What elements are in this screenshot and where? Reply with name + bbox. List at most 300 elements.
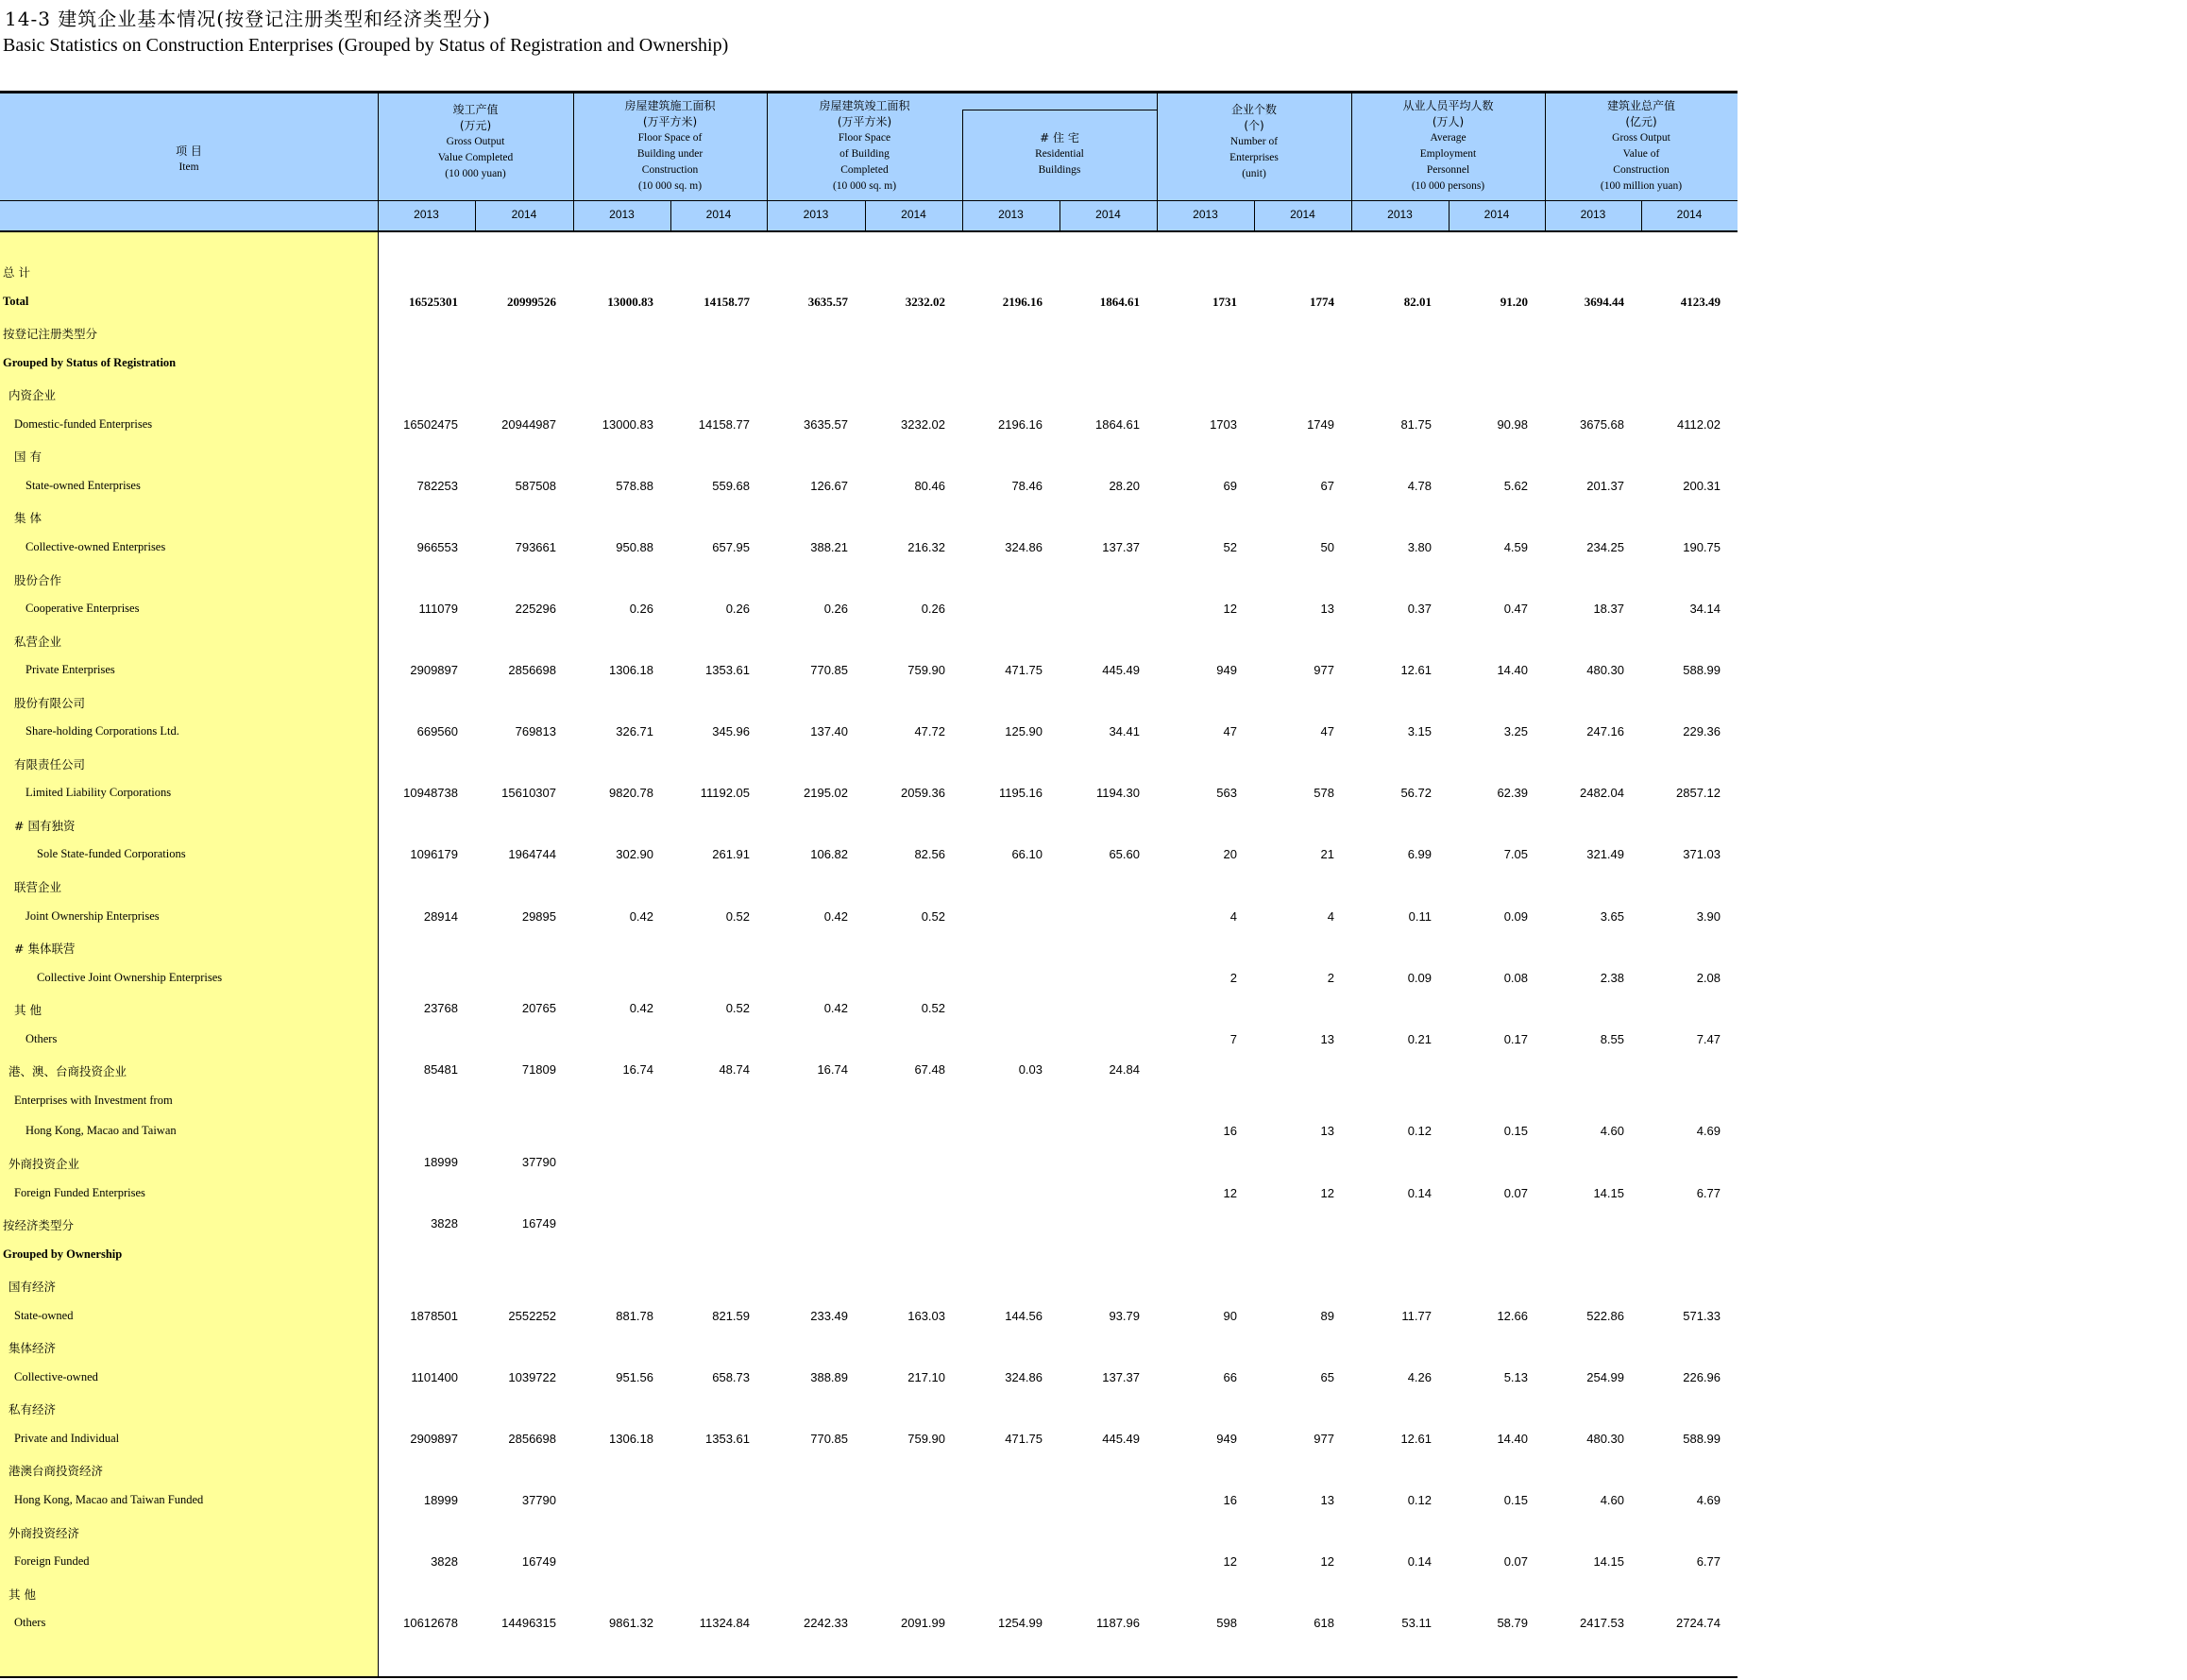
row-label: 港、澳、台商投资企业	[8, 1064, 127, 1079]
table-cell: 0.11	[1408, 908, 1432, 924]
header-vrule	[962, 110, 963, 232]
table-cell: 1306.18	[609, 1431, 653, 1446]
table-cell: 14.15	[1593, 1554, 1624, 1570]
table-cell: 90.98	[1497, 416, 1528, 432]
table-cell: 12	[1223, 1185, 1237, 1200]
header-vrule	[378, 93, 379, 231]
table-cell: 144.56	[1005, 1308, 1043, 1323]
table-cell: 0.08	[1503, 970, 1528, 985]
page-title-english: Basic Statistics on Construction Enterprises (Grouped by Status of Registration and Ownership)	[3, 35, 729, 56]
column-header-line: Personnel	[1426, 164, 1470, 176]
table-cell: 52	[1223, 539, 1237, 554]
year-header: 2014	[511, 208, 537, 221]
table-cell: 67	[1320, 478, 1334, 493]
table-row	[0, 325, 1738, 344]
table-cell: 2196.16	[1002, 294, 1043, 309]
table-row	[0, 1432, 1738, 1451]
table-row	[0, 295, 1738, 314]
row-label: Private and Individual	[14, 1431, 120, 1445]
year-header: 2014	[1483, 208, 1510, 221]
column-header-line: Residential	[1035, 148, 1084, 160]
table-cell: 587508	[515, 478, 556, 493]
table-cell: 3635.57	[807, 294, 848, 309]
table-row	[0, 1094, 1738, 1112]
table-cell: 90	[1223, 1308, 1237, 1323]
table-cell: 1353.61	[705, 1431, 750, 1446]
table-cell: 0.17	[1503, 1031, 1528, 1046]
table-row	[0, 1370, 1738, 1389]
table-cell: 977	[1314, 663, 1334, 678]
table-row	[0, 940, 1738, 959]
table-cell: 1353.61	[705, 663, 750, 678]
row-label: Grouped by Ownership	[3, 1247, 123, 1261]
table-cell: 0.52	[725, 1001, 750, 1016]
table-cell: 966553	[416, 539, 458, 554]
table-cell: 6.77	[1696, 1185, 1721, 1200]
column-header-line: Average	[1430, 132, 1466, 144]
table-cell: 598	[1216, 1616, 1237, 1631]
table-cell: 3.90	[1696, 908, 1721, 924]
row-label: 内资企业	[8, 388, 57, 403]
row-label: Foreign Funded	[14, 1554, 90, 1569]
table-cell: 559.68	[712, 478, 750, 493]
table-cell: 793661	[515, 539, 556, 554]
table-cell: 12.61	[1400, 1431, 1432, 1446]
table-row	[0, 1586, 1738, 1604]
table-cell: 85481	[423, 1062, 458, 1078]
table-cell: 2	[1229, 970, 1237, 985]
column-header-line: 企业个数	[1230, 103, 1277, 116]
table-row	[0, 1400, 1738, 1419]
table-cell: 949	[1216, 663, 1237, 678]
table-cell: 217.10	[907, 1369, 945, 1384]
table-cell: 47	[1320, 724, 1334, 739]
year-header: 2013	[803, 208, 829, 221]
table-cell: 12	[1223, 602, 1237, 617]
table-cell: 669560	[416, 724, 458, 739]
table-cell: 24.84	[1109, 1062, 1140, 1078]
table-cell: 81.75	[1400, 416, 1432, 432]
table-cell: 0.26	[725, 602, 750, 617]
table-cell: 89	[1320, 1308, 1334, 1323]
table-cell: 137.37	[1102, 1369, 1140, 1384]
table-cell: 326.71	[616, 724, 653, 739]
table-cell: 14158.77	[698, 416, 750, 432]
table-cell: 247.16	[1586, 724, 1624, 739]
year-header: 2013	[998, 208, 1024, 221]
table-cell: 225296	[515, 602, 556, 617]
column-header	[1545, 98, 1738, 195]
row-label: 国 有	[14, 450, 42, 465]
table-row	[0, 817, 1738, 836]
table-row	[0, 1524, 1738, 1543]
table-cell: 50	[1320, 539, 1334, 554]
table-cell: 18999	[423, 1154, 458, 1169]
row-label: Grouped by Status of Registration	[3, 355, 177, 369]
table-cell: 16	[1223, 1124, 1237, 1139]
table-cell: 0.07	[1503, 1554, 1528, 1570]
table-row	[0, 386, 1738, 405]
table-cell: 324.86	[1005, 1369, 1043, 1384]
column-header-line: Building under	[636, 148, 704, 160]
table-cell: 1964744	[508, 847, 556, 862]
table-cell: 10612678	[403, 1616, 458, 1631]
table-cell: 93.79	[1109, 1308, 1140, 1323]
table-cell: 1703	[1210, 416, 1237, 432]
table-cell: 37790	[521, 1154, 556, 1169]
column-header-line: 竣工产值	[452, 103, 499, 116]
table-cell: 480.30	[1586, 663, 1624, 678]
table-cell: 15610307	[501, 786, 556, 801]
table-cell: 759.90	[907, 663, 945, 678]
table-cell: 67.48	[914, 1062, 945, 1078]
table-cell: 950.88	[616, 539, 653, 554]
row-label: State-owned Enterprises	[25, 478, 141, 492]
table-cell: 2242.33	[804, 1616, 848, 1631]
table-cell: 578.88	[616, 478, 653, 493]
table-cell: 82.01	[1403, 294, 1432, 309]
column-header-line: Construction	[641, 164, 699, 176]
column-header-line: Number of	[1229, 136, 1279, 147]
table-cell: 388.89	[810, 1369, 848, 1384]
table-cell: 234.25	[1586, 539, 1624, 554]
table-row	[0, 1247, 1738, 1266]
column-header-line: (10 000 persons)	[1411, 180, 1485, 192]
table-row	[0, 1462, 1738, 1481]
year-header: 2013	[1580, 208, 1606, 221]
row-label: Hong Kong, Macao and Taiwan Funded	[14, 1493, 204, 1506]
table-cell: 0.42	[823, 908, 848, 924]
table-cell: 65.60	[1109, 847, 1140, 862]
table-cell: 71809	[521, 1062, 556, 1078]
header-vrule	[1254, 200, 1255, 231]
table-cell: 34.14	[1689, 602, 1721, 617]
column-header-line: Floor Space	[838, 132, 891, 144]
table-cell: 0.26	[823, 602, 848, 617]
row-label: 联营企业	[14, 880, 62, 894]
row-label: State-owned	[14, 1308, 74, 1322]
row-label: 外商投资经济	[8, 1525, 80, 1540]
table-cell: 2196.16	[998, 416, 1043, 432]
column-header-line: Gross Output	[1612, 132, 1670, 144]
table-cell: 571.33	[1683, 1308, 1721, 1323]
table-cell: 261.91	[712, 847, 750, 862]
table-cell: 949	[1216, 1431, 1237, 1446]
row-label: Share-holding Corporations Ltd.	[25, 724, 179, 738]
table-cell: 1195.16	[998, 786, 1043, 801]
header-vrule	[767, 93, 768, 231]
table-cell: 782253	[416, 478, 458, 493]
table-cell: 4	[1327, 908, 1334, 924]
table-cell: 0.15	[1503, 1124, 1528, 1139]
table-row	[0, 786, 1738, 805]
table-cell: 13	[1320, 1124, 1334, 1139]
row-label: Total	[3, 294, 29, 308]
table-cell: 563	[1216, 786, 1237, 801]
row-label: Cooperative Enterprises	[25, 602, 140, 616]
table-cell: 3232.02	[901, 416, 945, 432]
table-cell: 56.72	[1400, 786, 1432, 801]
table-cell: 29895	[521, 908, 556, 924]
table-cell: 9820.78	[609, 786, 653, 801]
table-cell: 16502475	[403, 416, 458, 432]
table-row	[0, 448, 1738, 467]
table-cell: 2552252	[508, 1308, 556, 1323]
table-row	[0, 1216, 1738, 1235]
table-cell: 302.90	[616, 847, 653, 862]
table-row	[0, 633, 1738, 652]
year-header: 2013	[1387, 208, 1413, 221]
year-header: 2014	[1095, 208, 1121, 221]
table-cell: 62.39	[1497, 786, 1528, 801]
table-cell: 5.13	[1503, 1369, 1528, 1384]
row-label: Others	[14, 1616, 46, 1630]
table-cell: 200.31	[1683, 478, 1721, 493]
table-row	[0, 878, 1738, 897]
table-cell: 4123.49	[1680, 294, 1721, 309]
table-cell: 1194.30	[1095, 786, 1140, 801]
table-cell: 4.60	[1600, 1124, 1624, 1139]
column-header-line: Gross Output	[446, 136, 505, 147]
table-cell: 0.21	[1407, 1031, 1432, 1046]
column-header-line: Value of	[1622, 148, 1660, 160]
column-header-line: 从业人员平均人数	[1402, 99, 1494, 112]
column-header-line: Completed	[840, 164, 889, 176]
table-cell: 1864.61	[1099, 294, 1140, 309]
table-cell: 3.15	[1407, 724, 1432, 739]
table-cell: 7.47	[1696, 1031, 1721, 1046]
table-row	[0, 724, 1738, 743]
table-cell: 16.74	[817, 1062, 848, 1078]
table-cell: 216.32	[907, 539, 945, 554]
column-header-line: (万元)	[459, 119, 492, 132]
header-top-rule	[0, 91, 1738, 93]
table-cell: 229.36	[1683, 724, 1721, 739]
table-cell: 0.03	[1018, 1062, 1043, 1078]
table-cell: 977	[1314, 1431, 1334, 1446]
table-cell: 951.56	[616, 1369, 653, 1384]
table-cell: 657.95	[712, 539, 750, 554]
table-cell: 2059.36	[901, 786, 945, 801]
table-cell: 3.80	[1407, 539, 1432, 554]
column-header-line: Floor Space of	[637, 132, 703, 144]
header-vrule	[1157, 93, 1158, 231]
table-row	[0, 1186, 1738, 1205]
column-header-line: (个)	[1244, 119, 1264, 132]
year-header: 2013	[609, 208, 635, 221]
table-cell: 0.52	[921, 1001, 945, 1016]
table-cell: 2417.53	[1580, 1616, 1624, 1631]
table-header	[0, 91, 1738, 232]
table-cell: 14.40	[1497, 663, 1528, 678]
table-cell: 65	[1320, 1369, 1334, 1384]
table-cell: 233.49	[810, 1308, 848, 1323]
table-cell: 2091.99	[901, 1616, 945, 1631]
row-label: 股份合作	[14, 572, 62, 587]
table-cell: 1864.61	[1095, 416, 1140, 432]
table-cell: 759.90	[907, 1431, 945, 1446]
table-cell: 4112.02	[1676, 416, 1721, 432]
row-label: 私营企业	[14, 634, 62, 649]
table-cell: 1254.99	[998, 1616, 1043, 1631]
table-cell: 12	[1320, 1185, 1334, 1200]
table-row	[0, 571, 1738, 590]
table-cell: 7	[1229, 1031, 1237, 1046]
table-cell: 445.49	[1102, 663, 1140, 678]
row-label: Domestic-funded Enterprises	[14, 416, 153, 431]
table-cell: 2	[1327, 970, 1334, 985]
table-cell: 4.78	[1407, 478, 1432, 493]
table-row	[0, 1339, 1738, 1358]
table-cell: 13	[1320, 1493, 1334, 1507]
table-cell: 16749	[521, 1216, 556, 1231]
table-cell: 588.99	[1683, 663, 1721, 678]
table-cell: 1749	[1307, 416, 1334, 432]
table-cell: 3828	[431, 1216, 458, 1231]
table-cell: 2724.74	[1676, 1616, 1721, 1631]
column-header-line: Value Completed	[437, 152, 514, 163]
table-cell: 0.37	[1407, 602, 1432, 617]
table-cell: 3232.02	[905, 294, 945, 309]
table-cell: 47.72	[914, 724, 945, 739]
table-cell: 2909897	[410, 1431, 458, 1446]
table-cell: 16	[1223, 1493, 1237, 1507]
column-header-line: (万平方米)	[837, 115, 892, 128]
table-cell: 0.14	[1407, 1554, 1432, 1570]
column-header-line: (亿元)	[1625, 115, 1657, 128]
column-header-line: (10 000 sq. m)	[832, 180, 897, 192]
table-row	[0, 263, 1738, 282]
table-row	[0, 1309, 1738, 1328]
column-header-line: Construction	[1613, 164, 1670, 176]
row-label: # 集体联营	[14, 942, 76, 957]
table-cell: 3675.68	[1580, 416, 1624, 432]
table-cell: 80.46	[914, 478, 945, 493]
row-label: Foreign Funded Enterprises	[14, 1185, 145, 1199]
table-body	[0, 232, 1738, 1676]
row-label: 有限责任公司	[14, 756, 86, 772]
column-header-line: 房屋建筑施工面积	[624, 99, 716, 112]
table-row	[0, 479, 1738, 498]
table-cell: 658.73	[712, 1369, 750, 1384]
table-cell: 0.26	[629, 602, 653, 617]
table-cell: 12.61	[1400, 663, 1432, 678]
table-cell: 21	[1320, 847, 1334, 862]
row-label: 私有经济	[8, 1402, 57, 1417]
table-row	[0, 1124, 1738, 1143]
row-label: 按登记注册类型分	[3, 327, 98, 342]
table-cell: 78.46	[1011, 478, 1043, 493]
row-label: # 国有独资	[14, 818, 76, 833]
table-cell: 471.75	[1005, 663, 1043, 678]
table-cell: 0.14	[1407, 1185, 1432, 1200]
table-cell: 137.40	[810, 724, 848, 739]
table-cell: 13	[1320, 602, 1334, 617]
table-cell: 82.56	[914, 847, 945, 862]
column-header	[962, 130, 1157, 178]
header-vrule	[475, 200, 476, 231]
table-row	[0, 1554, 1738, 1573]
header-vrule	[1351, 93, 1352, 231]
table-cell: 126.67	[810, 478, 848, 493]
row-label: 集体经济	[8, 1341, 57, 1356]
table-cell: 106.82	[810, 847, 848, 862]
table-cell: 163.03	[907, 1308, 945, 1323]
row-label: Collective-owned	[14, 1369, 98, 1383]
table-cell: 13	[1320, 1031, 1334, 1046]
table-cell: 111079	[418, 602, 458, 617]
table-row	[0, 1032, 1738, 1051]
table-cell: 201.37	[1586, 478, 1624, 493]
column-header	[573, 98, 767, 195]
table-cell: 137.37	[1102, 539, 1140, 554]
table-cell: 37790	[521, 1493, 556, 1507]
year-header: 2014	[901, 208, 926, 221]
year-header: 2013	[1193, 208, 1218, 221]
column-header-line: (100 million yuan)	[1600, 180, 1683, 192]
row-label: Limited Liability Corporations	[25, 786, 172, 800]
column-header-line: (unit)	[1242, 168, 1266, 179]
table-cell: 0.15	[1503, 1493, 1528, 1507]
column-header-line: (万平方米)	[642, 115, 698, 128]
row-label: 总 计	[3, 265, 30, 280]
table-cell: 3635.57	[804, 416, 848, 432]
table-cell: 2.08	[1696, 970, 1721, 985]
year-header: 2013	[414, 208, 439, 221]
table-cell: 18.37	[1593, 602, 1624, 617]
table-row	[0, 694, 1738, 713]
table-cell: 445.49	[1102, 1431, 1140, 1446]
year-header: 2014	[1290, 208, 1315, 221]
table-cell: 0.52	[921, 908, 945, 924]
table-cell: 3694.44	[1584, 294, 1624, 309]
table-cell: 23768	[423, 1001, 458, 1016]
table-cell: 1039722	[508, 1369, 556, 1384]
table-cell: 770.85	[810, 1431, 848, 1446]
table-cell: 588.99	[1683, 1431, 1721, 1446]
table-row	[0, 602, 1738, 620]
table-cell: 254.99	[1586, 1369, 1624, 1384]
table-cell: 8.55	[1600, 1031, 1624, 1046]
table-cell: 2856698	[508, 663, 556, 678]
table-cell: 471.75	[1005, 1431, 1043, 1446]
table-cell: 2195.02	[804, 786, 848, 801]
table-cell: 4.60	[1600, 1493, 1624, 1507]
row-label: Enterprises with Investment from	[14, 1093, 173, 1107]
table-row	[0, 1155, 1738, 1174]
table-cell: 2857.12	[1676, 786, 1721, 801]
table-cell: 16.74	[622, 1062, 653, 1078]
table-cell: 4.69	[1696, 1124, 1721, 1139]
table-cell: 0.12	[1407, 1493, 1432, 1507]
row-label: 其 他	[8, 1587, 36, 1602]
row-label: 外商投资企业	[8, 1156, 80, 1171]
table-cell: 66.10	[1011, 847, 1043, 862]
row-label: Others	[25, 1031, 58, 1045]
column-header-line: 建筑业总产值	[1606, 99, 1675, 112]
table-row	[0, 356, 1738, 375]
row-label: Sole State-funded Corporations	[37, 847, 186, 861]
table-row	[0, 1001, 1738, 1020]
column-header-line: Buildings	[1038, 164, 1081, 176]
table-cell: 881.78	[616, 1308, 653, 1323]
table-cell: 1774	[1310, 294, 1334, 309]
table-cell: 0.42	[629, 1001, 653, 1016]
table-row	[0, 540, 1738, 559]
table-cell: 16525301	[409, 294, 458, 309]
table-cell: 4	[1229, 908, 1237, 924]
table-cell: 1878501	[410, 1308, 458, 1323]
